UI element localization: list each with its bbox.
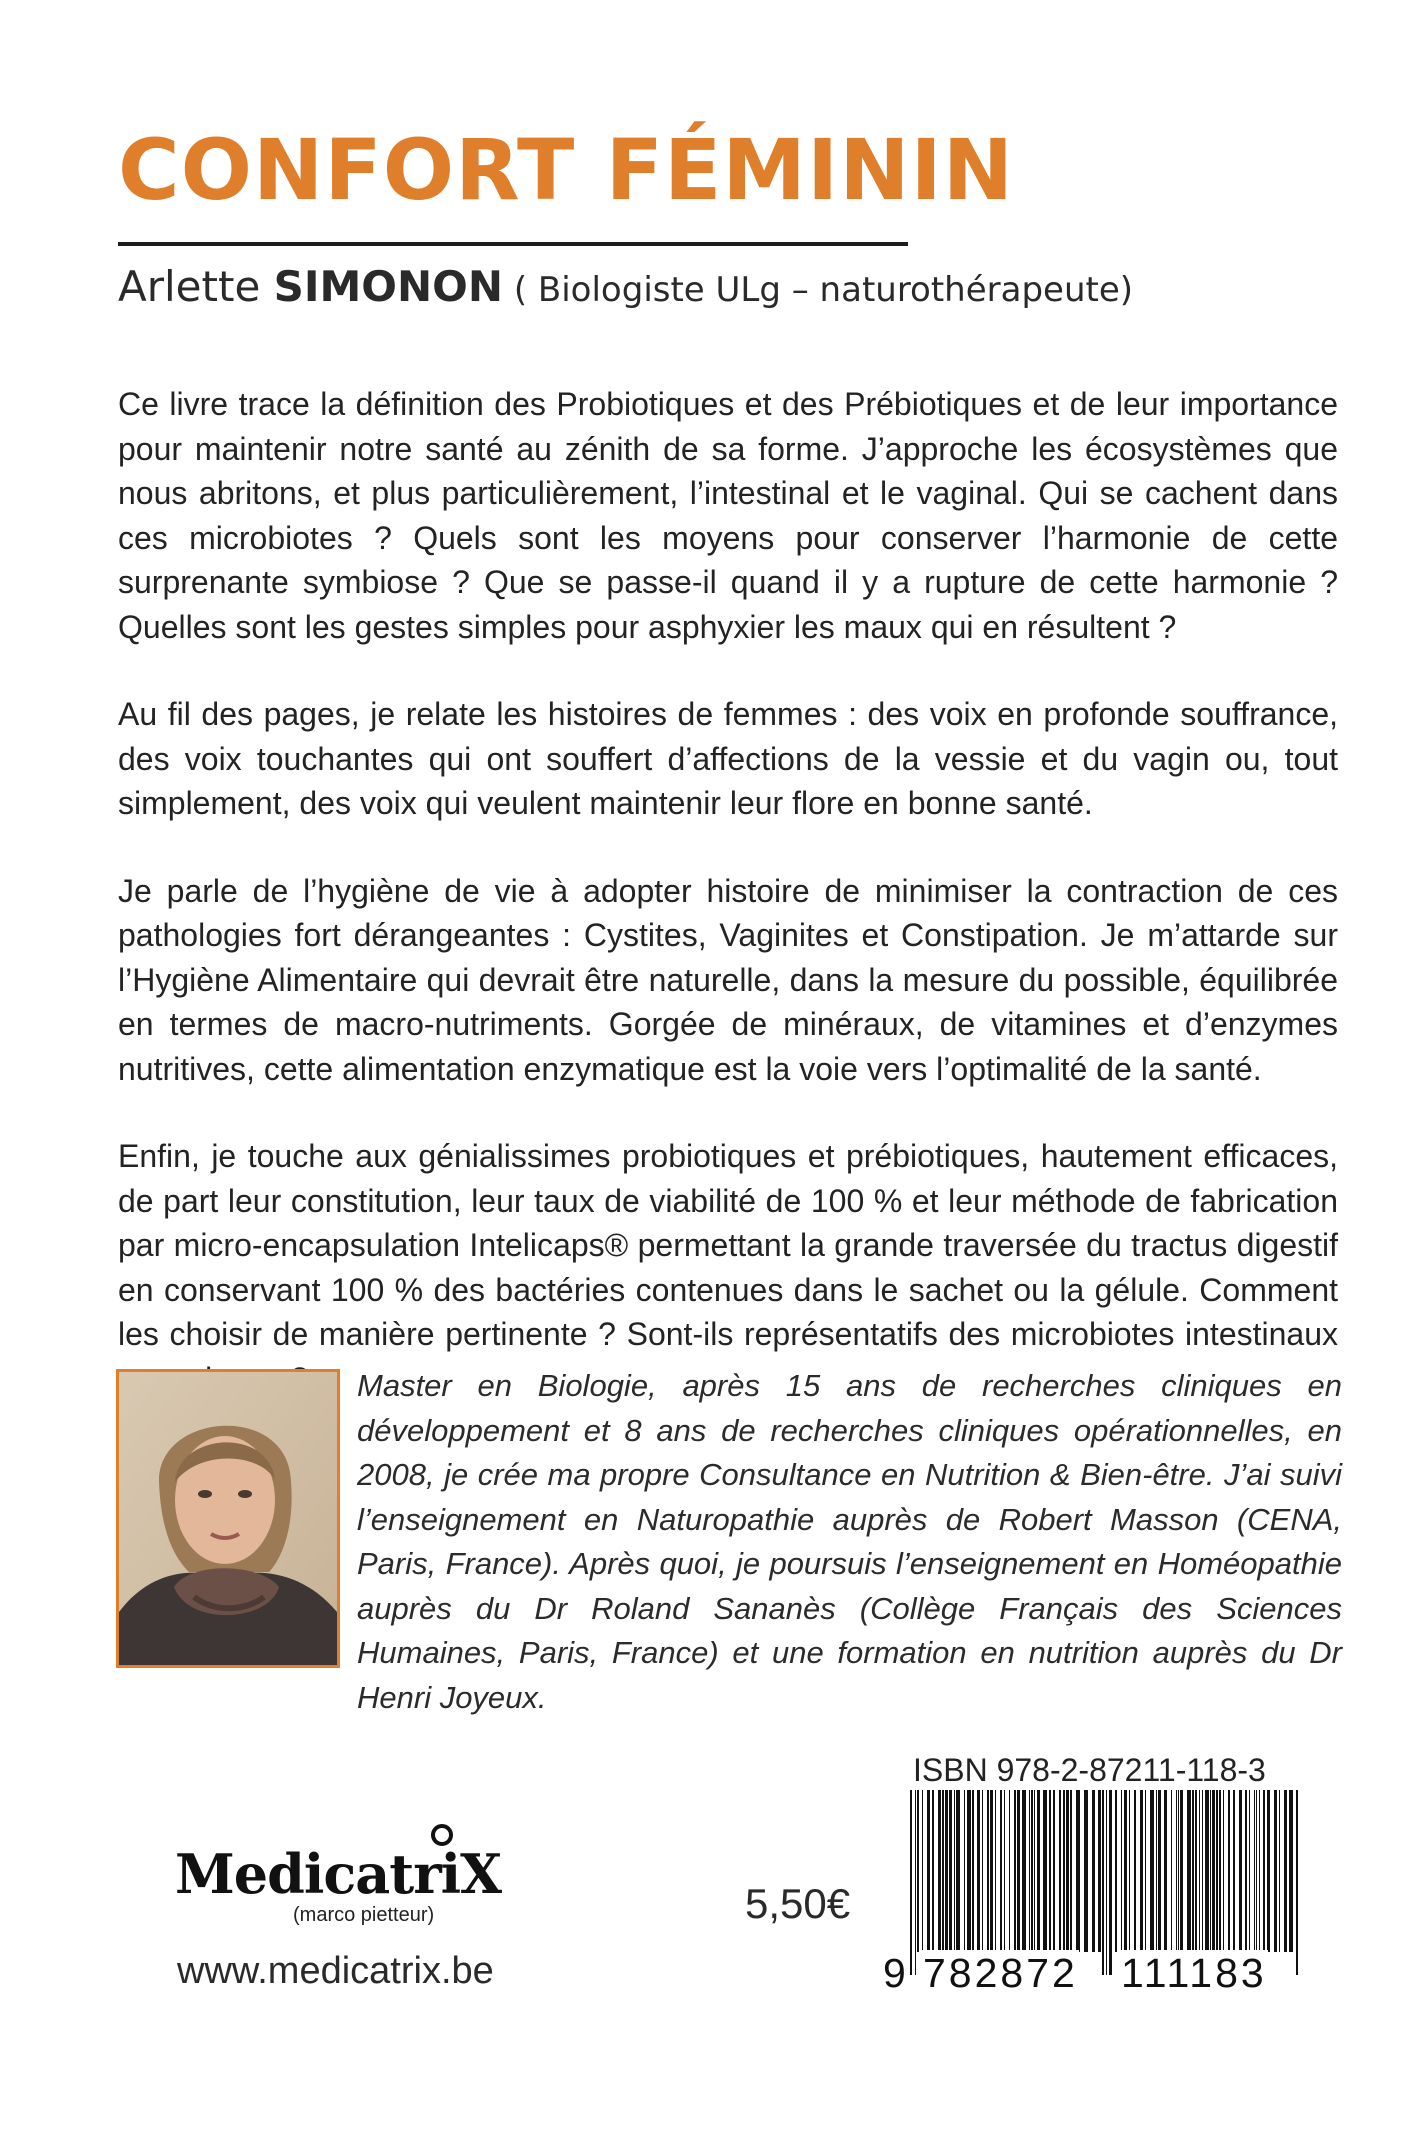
barcode-bar — [1259, 1790, 1260, 1952]
isbn-label: ISBN 978-2-87211-118-3 — [913, 1752, 1266, 1788]
publisher-website: www.medicatrix.be — [177, 1950, 494, 1992]
barcode-bar — [1239, 1790, 1242, 1952]
blurb-paragraph-1: Ce livre trace la définition des Probiotiques et des Prébiotiques et de leur importance pour maintenir notre santé au zénith de sa forme. J’approche les écosystèmes que nous abritons, et plus particulièrement, l’intestinal et le vaginal. Qui se cachent dans ces microbiotes ? Quels sont les moyens pour conserver l’harmonie de cette surprenante symbiose ? Que se passe-il quand il y a rupture de cette harmonie ? Quelles sont les gestes simples pour asphyxier les maux qui en résultent ? — [118, 386, 1338, 645]
barcode-bar — [967, 1790, 971, 1952]
barcode-bar — [1092, 1790, 1095, 1952]
barcode-bar — [1150, 1790, 1154, 1952]
barcode-bar — [927, 1790, 930, 1952]
barcode-digits-left: 782872 — [923, 1950, 1078, 1996]
barcode-bar — [1178, 1790, 1179, 1952]
barcode-bar — [987, 1790, 989, 1952]
barcode-bar — [1289, 1790, 1293, 1952]
barcode-bar — [977, 1790, 980, 1952]
barcode-bar — [1145, 1790, 1146, 1952]
barcode-bar — [938, 1790, 941, 1952]
barcode-bar — [982, 1790, 983, 1952]
barcode-bar — [1274, 1790, 1277, 1952]
barcode-bar — [1199, 1790, 1200, 1952]
barcode-bar — [1279, 1790, 1280, 1952]
barcode-bar — [1121, 1790, 1122, 1952]
author-first-name: Arlette — [118, 262, 274, 311]
barcode-bar — [1210, 1790, 1211, 1952]
barcode-bar — [1098, 1790, 1101, 1952]
barcode-bar — [1017, 1790, 1020, 1952]
barcode-bar — [1216, 1790, 1218, 1952]
barcode-bar — [1063, 1790, 1065, 1952]
barcode-bar — [972, 1790, 974, 1952]
barcode-bar — [1059, 1790, 1061, 1952]
barcode-bar — [1022, 1790, 1026, 1952]
barcode-bar — [990, 1790, 993, 1952]
barcode-bar — [1031, 1790, 1033, 1952]
barcode-bar — [1164, 1790, 1167, 1952]
barcode-bar — [1029, 1790, 1030, 1952]
isbn-barcode — [882, 1790, 1322, 1975]
barcode-bar — [1228, 1790, 1230, 1952]
barcode-bar — [1267, 1790, 1270, 1952]
author-photo — [116, 1369, 340, 1668]
barcode-bar — [1263, 1790, 1265, 1952]
barcode-bar — [942, 1790, 944, 1952]
barcode-bar — [1233, 1790, 1235, 1952]
barcode-bar — [910, 1790, 912, 1975]
barcode-bar — [1009, 1790, 1010, 1952]
barcode-bar — [1109, 1790, 1112, 1975]
barcode-bar — [949, 1790, 952, 1952]
barcode-bar — [956, 1790, 960, 1952]
barcode-bar — [922, 1790, 923, 1952]
barcode-bar — [1176, 1790, 1177, 1952]
author-bio: Master en Biologie, après 15 ans de recherches cliniques en développement et 8 ans de recherches cliniques opérationnelles, en 2008, je crée ma propre Consultance en Nutrition & Bien-être. J’ai suivi l’enseignement en Naturopathie auprès de Robert Masson (CENA, Paris, France). Après quoi, je poursuis l’enseignement en Homéopathie auprès du Dr Roland Sananès (Collège Français des Sciences Humaines, Paris, France) et une formation en nutrition auprès du Dr Henri Joyeux. — [357, 1368, 1342, 1715]
barcode-bar — [1180, 1790, 1183, 1952]
barcode-bar — [1284, 1790, 1287, 1952]
barcode-bar — [1223, 1790, 1224, 1952]
barcode-bar — [1212, 1790, 1215, 1952]
barcode-bar — [1115, 1790, 1117, 1952]
price: 5,50€ — [745, 1880, 851, 1927]
barcode-bar — [1156, 1790, 1157, 1952]
barcode-bar — [1106, 1790, 1107, 1975]
author-credentials: ( Biologiste ULg – naturothérapeute) — [503, 270, 1134, 310]
barcode-digits — [882, 1950, 1322, 1998]
barcode-bar — [1014, 1790, 1016, 1952]
barcode-bar — [1070, 1790, 1072, 1952]
barcode-bar — [1076, 1790, 1080, 1952]
barcode-bar — [1195, 1790, 1197, 1952]
barcode-bar — [1034, 1790, 1035, 1952]
barcode-bar — [964, 1790, 965, 1952]
barcode-bar — [1084, 1790, 1088, 1952]
publisher-subname: (marco pietteur) — [293, 1904, 435, 1926]
barcode-bar — [1140, 1790, 1143, 1952]
barcode-bar — [954, 1790, 955, 1952]
barcode-bar — [1205, 1790, 1209, 1952]
barcode-bar — [1102, 1790, 1104, 1975]
barcode-bar — [1219, 1790, 1221, 1952]
barcode-bar — [1134, 1790, 1136, 1952]
barcode-bar — [1004, 1790, 1005, 1952]
barcode-bar — [1187, 1790, 1191, 1952]
barcode-bar — [1066, 1790, 1069, 1952]
barcode-bar — [915, 1790, 916, 1975]
barcode-bar — [1249, 1790, 1250, 1952]
barcode-bar — [917, 1790, 919, 1952]
barcode-bar — [1129, 1790, 1130, 1952]
barcode-bar — [1296, 1790, 1298, 1975]
barcode-bar — [1053, 1790, 1055, 1952]
barcode-bar — [1202, 1790, 1203, 1952]
barcode-bar — [1245, 1790, 1247, 1952]
barcode-bar — [932, 1790, 934, 1952]
barcode-bar — [1000, 1790, 1002, 1952]
barcode-bar — [1043, 1790, 1047, 1952]
barcode-digit-first: 9 — [883, 1950, 909, 1996]
barcode-bar — [1256, 1790, 1257, 1952]
barcode-bar — [995, 1790, 996, 1952]
barcode-bar — [1124, 1790, 1127, 1952]
title-underline — [118, 242, 908, 246]
barcode-bar — [1158, 1790, 1161, 1952]
barcode-bar — [945, 1790, 948, 1952]
blurb — [118, 382, 1338, 1444]
barcode-bar — [1037, 1790, 1040, 1952]
barcode-digits-right: 111183 — [1121, 1950, 1267, 1996]
publisher-logo — [175, 1842, 502, 1932]
blurb-paragraph-2: Au fil des pages, je relate les histoires de femmes : des voix en profonde souffrance, des voix touchantes qui ont souffert d’affections de la vessie et du vagin ou, tout simplement, des voix qui veulent maintenir leur flore en bonne santé. — [118, 696, 1338, 821]
barcode-bar — [1254, 1790, 1255, 1952]
publisher-name: MedicatriX — [175, 1842, 502, 1906]
barcode-bar — [1192, 1790, 1194, 1952]
blurb-paragraph-3: Je parle de l’hygiène de vie à adopter histoire de minimiser la contraction de ces pathologies fort dérangeantes : Cystites, Vaginites et Constipation. Je m’attarde sur l’Hygiène Alimentaire qui devrait être naturelle, dans la mesure du possible, équilibrée en termes de macro-nutriments. Gorgée de minéraux, de vitamines et d’enzymes nutritives, cette alimentation enzymatique est la voie vers l’optimalité de la santé. — [118, 872, 1338, 1087]
logo-ring-icon — [429, 1822, 455, 1848]
barcode-bar — [1049, 1790, 1051, 1952]
blurb-paragraph-4: Enfin, je touche aux génialissimes probiotiques et prébiotiques, hautement efficaces, de part leur constitution, leur taux de viabilité de 100 % et leur méthode de fabrication par micro-encapsulation Intelicaps® permettant la grande traversée du tractus digestif en conservant 100 % des bactéries contenues dans le sachet ou la gélule. Comment les choisir de manière pertinente ? Sont-ils représentatifs des microbiotes intestinaux — [118, 1138, 1338, 1352]
barcode-bar — [1171, 1790, 1172, 1952]
author-line — [118, 262, 1133, 311]
author-last-name: SIMONON — [273, 262, 504, 311]
book-title: CONFORT FÉMININ — [118, 121, 1015, 219]
